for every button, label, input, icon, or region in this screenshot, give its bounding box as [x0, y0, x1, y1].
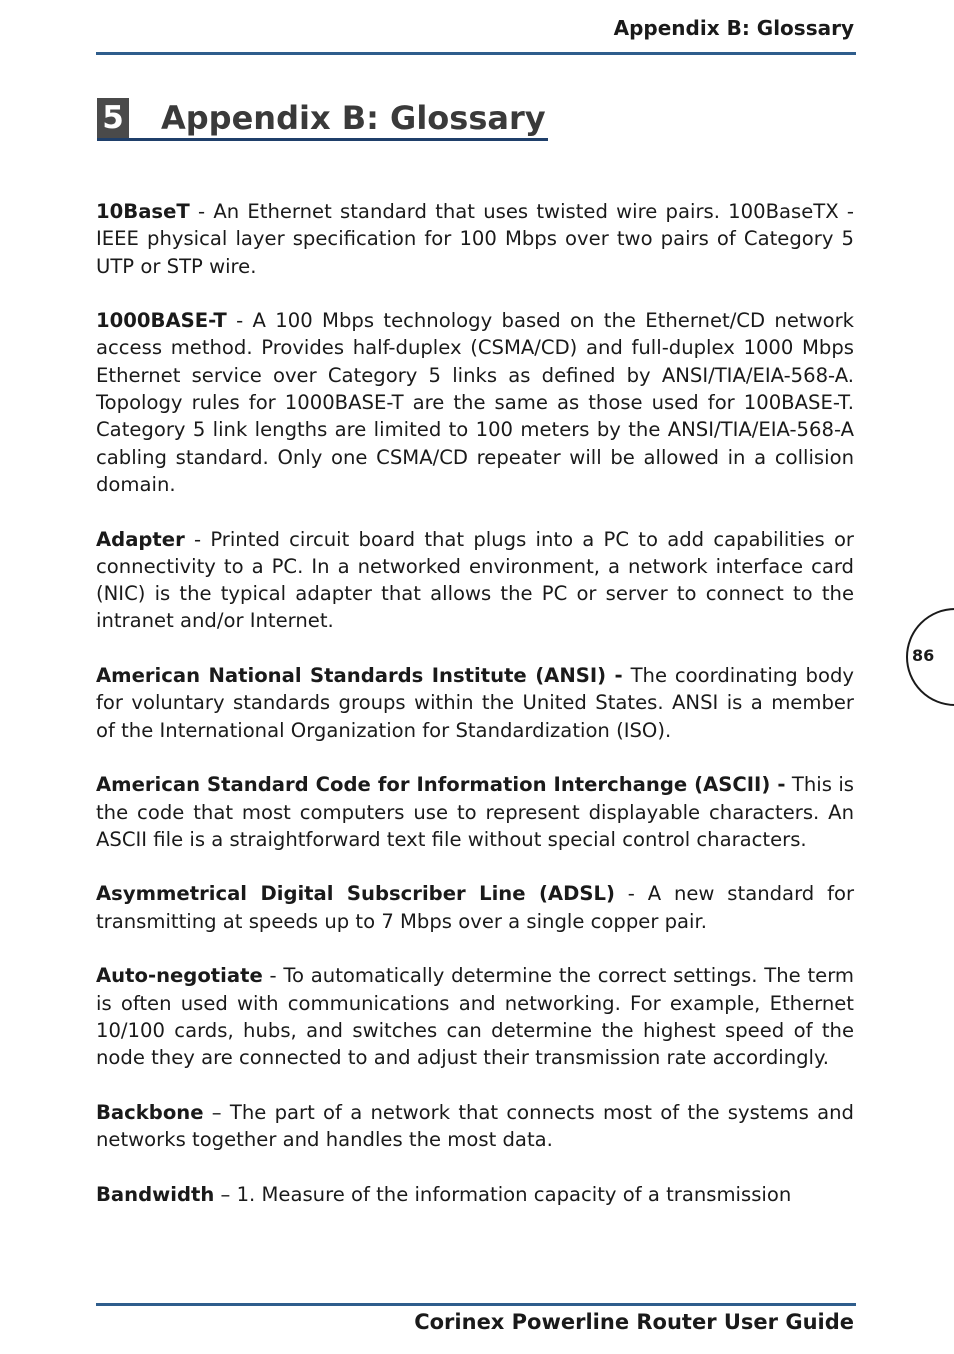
- chapter-number-badge: 5: [97, 98, 129, 138]
- running-header: Appendix B: Glossary: [613, 16, 854, 40]
- glossary-entry: [96, 1099, 854, 1154]
- term-separator: [623, 664, 631, 687]
- term-separator: -: [189, 200, 214, 223]
- footer-rule: [96, 1303, 856, 1306]
- glossary-definition: A 100 Mbps technology based on the Ethernet/CD network access method. Provides half-duplex (CSMA/CD) and full-duplex 1000 Mbps Ethernet service over Category 5 links as defined by ANSI/TIA/EIA-568-A. Topology rules for 1000BASE-T are the same as those used for 100BASE-T. Category 5 link lengths are limited to 100 meters by the ANSI/TIA/EIA-568-A cabling standard. Only one CSMA/CD repeater will be allowed in a collision domain.: [96, 309, 854, 496]
- glossary-definition: An Ethernet standard that uses twisted wire pairs. 100BaseTX - IEEE physical layer specification for 100 Mbps over two pairs of Category 5 UTP or STP wire.: [96, 200, 854, 278]
- glossary-definition: The coordinating body for voluntary standards groups within the United States. ANSI is a member of the International Organization for Standardization (ISO).: [96, 664, 854, 742]
- glossary-definition: A new standard for transmitting at speeds up to 7 Mbps over a single copper pair.: [96, 882, 855, 933]
- term-separator: –: [203, 1100, 230, 1124]
- glossary-term: 10BaseT: [96, 200, 190, 223]
- term-separator: -: [614, 882, 648, 906]
- glossary-term: Asymmetrical Digital Subscriber Line (ADSL): [96, 882, 615, 906]
- glossary-definition: The part of a network that connects most of the systems and networks together and handles the most data.: [96, 1100, 854, 1152]
- glossary-entry: [96, 771, 854, 853]
- glossary-definition: 1. Measure of the information capacity of a transmission: [236, 1182, 792, 1206]
- glossary-term: Adapter: [96, 527, 185, 551]
- glossary-term: American National Standards Institute (ANSI) -: [96, 664, 623, 688]
- glossary-term: Bandwidth: [96, 1182, 215, 1206]
- glossary-list: [96, 198, 854, 1235]
- glossary-term: 1000BASE-T: [96, 309, 227, 333]
- glossary-entry: [96, 526, 854, 635]
- glossary-term: American Standard Code for Information Interchange (ASCII) -: [96, 773, 786, 797]
- glossary-entry: [96, 307, 854, 498]
- running-footer: Corinex Powerline Router User Guide: [414, 1310, 854, 1334]
- header-rule: [96, 52, 856, 55]
- glossary-definition: This is the code that most computers use to represent displayable characters. An ASCII file is a straightforward text file without special control characters.: [96, 773, 855, 851]
- glossary-entry: [96, 198, 854, 280]
- page-number: 86: [912, 646, 935, 665]
- glossary-definition: To automatically determine the correct settings. The term is often used with communications and networking. For example, Ethernet 10/100 cards, hubs, and switches can determine the highest speed of the node they are connected to and adjust their transmission rate accordingly.: [96, 964, 854, 1070]
- term-separator: -: [262, 964, 284, 988]
- glossary-entry: [96, 662, 854, 744]
- term-separator: -: [184, 527, 211, 551]
- glossary-entry: [96, 880, 854, 935]
- glossary-entry: [96, 1181, 854, 1208]
- glossary-entry: [96, 962, 854, 1071]
- chapter-title: Appendix B: Glossary: [161, 99, 546, 137]
- term-separator: -: [226, 309, 253, 333]
- glossary-definition: Printed circuit board that plugs into a PC to add capabilities or connectivity to a PC. In a networked environment, a network interface card (NIC) is the typical adapter that allows the PC or server to connect to the intranet and/or Internet.: [96, 527, 854, 633]
- term-separator: –: [214, 1182, 237, 1206]
- chapter-heading: [97, 98, 548, 141]
- glossary-term: Backbone: [96, 1100, 204, 1124]
- glossary-term: Auto-negotiate: [96, 964, 263, 988]
